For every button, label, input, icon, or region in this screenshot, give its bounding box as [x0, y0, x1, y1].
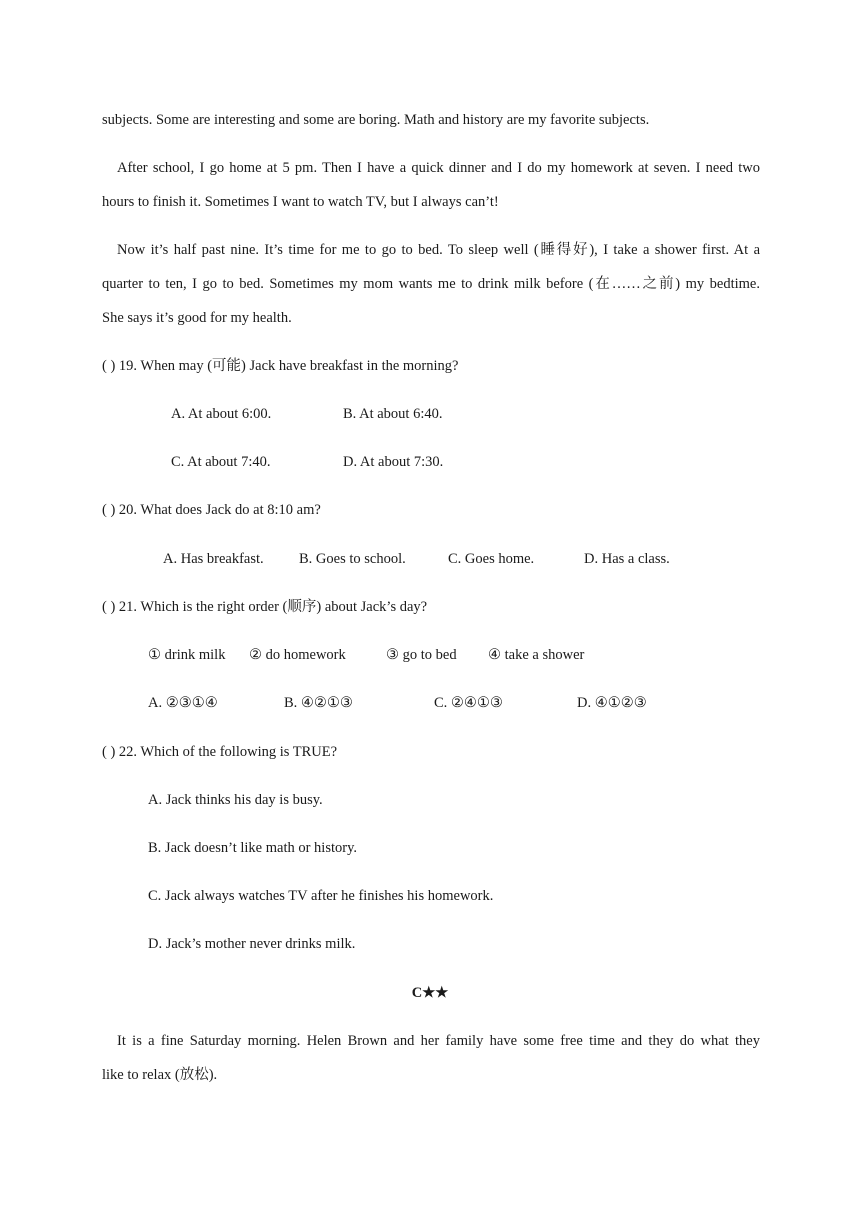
question-21-item-3: ③ go to bed	[386, 647, 457, 663]
passage-line: It is a fine Saturday morning. Helen Brown and her family have some free time and they do what they	[117, 1033, 760, 1049]
section-c-heading: C★★	[411, 985, 449, 1001]
question-21-item-4: ④ take a shower	[488, 647, 585, 663]
question-21-item-2: ② do homework	[249, 647, 346, 663]
question-21-option-a: A. ②③①④	[148, 695, 218, 711]
question-22-option-d: D. Jack’s mother never drinks milk.	[148, 936, 356, 952]
question-20-option-b: B. Goes to school.	[299, 551, 406, 567]
question-19-option-a: A. At about 6:00.	[171, 406, 272, 422]
question-21-option-b: B. ④②①③	[284, 695, 353, 711]
question-19-stem: ( ) 19. When may (可能) Jack have breakfast in the morning?	[102, 358, 459, 374]
passage-line: Now it’s half past nine. It’s time for me to go to bed. To sleep well (睡得好), I take a shower first. At a	[117, 242, 760, 258]
passage-line: hours to finish it. Sometimes I want to watch TV, but I always can’t!	[102, 194, 499, 210]
passage-line: like to relax (放松).	[102, 1067, 218, 1083]
question-21-stem: ( ) 21. Which is the right order (顺序) about Jack’s day?	[102, 599, 428, 615]
question-20-option-d: D. Has a class.	[584, 551, 670, 567]
question-20-option-a: A. Has breakfast.	[163, 551, 264, 567]
passage-line: After school, I go home at 5 pm. Then I have a quick dinner and I do my homework at seven. I need two	[117, 160, 760, 176]
question-22-option-b: B. Jack doesn’t like math or history.	[148, 840, 358, 856]
question-19-option-d: D. At about 7:30.	[343, 454, 444, 470]
passage-line: quarter to ten, I go to bed. Sometimes my mom wants me to drink milk before (在……之前) my bedtime.	[102, 276, 760, 292]
question-19-option-b: B. At about 6:40.	[343, 406, 443, 422]
question-22-option-a: A. Jack thinks his day is busy.	[148, 792, 323, 808]
question-19-option-c: C. At about 7:40.	[171, 454, 271, 470]
question-20-stem: ( ) 20. What does Jack do at 8:10 am?	[102, 502, 321, 518]
question-22-option-c: C. Jack always watches TV after he finishes his homework.	[148, 888, 494, 904]
passage-line: She says it’s good for my health.	[102, 310, 292, 326]
passage-line: subjects. Some are interesting and some are boring. Math and history are my favorite subjects.	[102, 112, 650, 128]
question-21-option-c: C. ②④①③	[434, 695, 503, 711]
question-22-stem: ( ) 22. Which of the following is TRUE?	[102, 744, 338, 760]
question-20-option-c: C. Goes home.	[448, 551, 535, 567]
question-21-item-1: ① drink milk	[148, 647, 226, 663]
question-21-option-d: D. ④①②③	[577, 695, 647, 711]
